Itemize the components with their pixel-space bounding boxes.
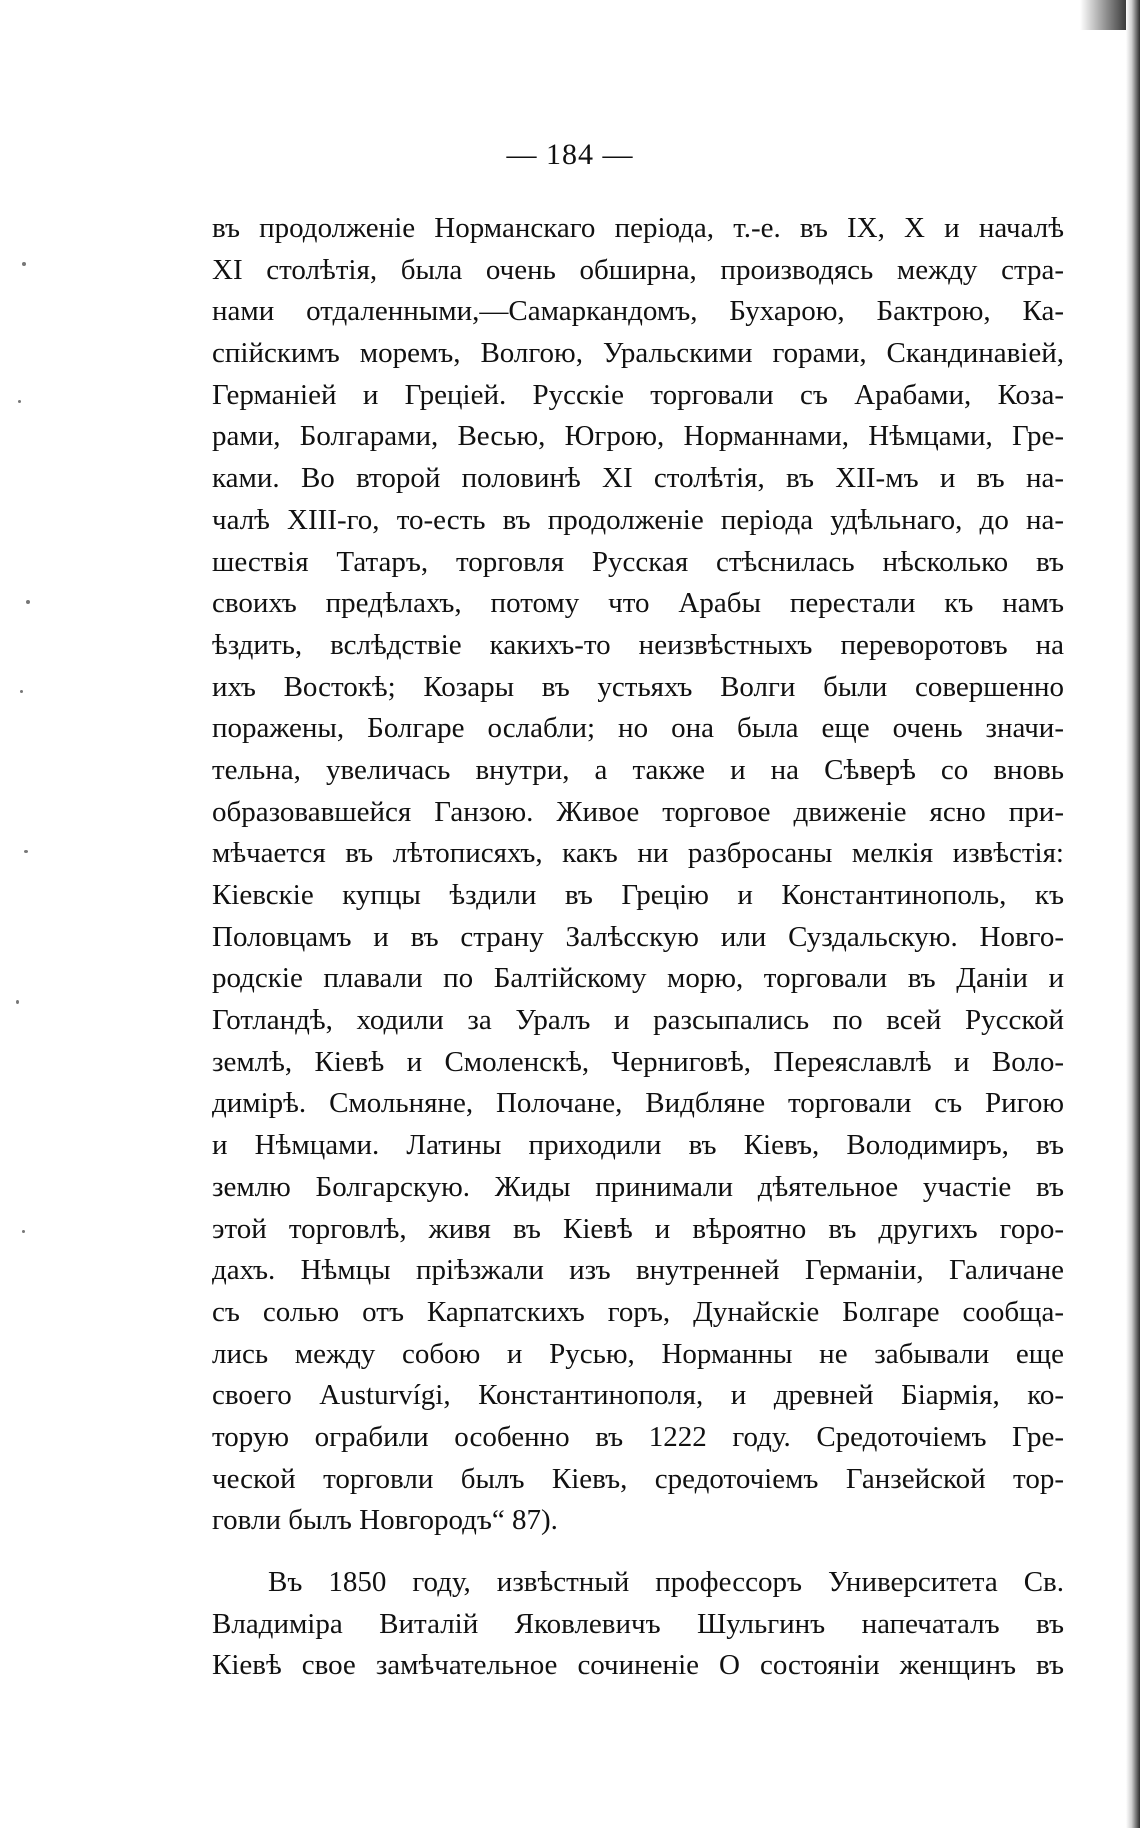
- scan-speck: [18, 400, 21, 403]
- text-line: землѣ, Кіевѣ и Смоленскѣ, Черниговѣ, Переяславлѣ и Воло-: [212, 1045, 1064, 1078]
- text-line: Германіей и Греціей. Русскіе торговали съ Арабами, Коза-: [212, 378, 1064, 411]
- text-line: въ продолженіе Норманскаго періода, т.-е. въ IX, X и началѣ: [212, 212, 1064, 244]
- text-line: ихъ Востокѣ; Козары въ устьяхъ Волги были совершенно: [212, 670, 1064, 703]
- scan-speck: [24, 850, 28, 853]
- scan-speck: [22, 262, 26, 266]
- scan-speck: [22, 1230, 25, 1233]
- text-line: Кіевскіе купцы ѣздили въ Грецію и Константинополь, къ: [212, 879, 1064, 911]
- scan-edge-shadow: [1126, 0, 1140, 1828]
- text-line: ѣздить, вслѣдствіе какихъ-то неизвѣстныхъ переворотовъ на: [212, 628, 1064, 661]
- text-line: ческой торговли былъ Кіевъ, средоточіемъ Ганзейской тор-: [212, 1462, 1064, 1495]
- paragraph-1: [212, 208, 1064, 1542]
- text-line: дахъ. Нѣмцы пріѣзжали изъ внутренней Германіи, Галичане: [212, 1254, 1064, 1287]
- text-line: димірѣ. Смольняне, Полочане, Видбляне торговали съ Ригою: [212, 1087, 1064, 1120]
- text-line: нами отдаленными,—Самаркандомъ, Бухарою, Бактрою, Ка-: [212, 295, 1064, 328]
- text-line: образовавшейся Ганзою. Живое торговое движеніе ясно при-: [212, 795, 1064, 828]
- body-text: [212, 208, 1064, 1687]
- text-line: землю Болгарскую. Жиды принимали дѣятельное участіе въ: [212, 1170, 1064, 1203]
- text-line: XI столѣтія, была очень обширна, производясь между стра-: [212, 253, 1064, 286]
- scan-speck: [26, 600, 30, 604]
- paragraph-gap: [212, 1542, 1064, 1562]
- text-line: мѣчается въ лѣтописяхъ, какъ ни разбросаны мелкія извѣстія:: [212, 837, 1064, 870]
- text-line: Готландѣ, ходили за Уралъ и разсыпались по всей Русской: [212, 1004, 1064, 1037]
- text-line: Владиміра Виталій Яковлевичъ Шульгинъ напечаталъ въ: [212, 1607, 1064, 1640]
- text-line: лись между собою и Русью, Норманны не забывали еще: [212, 1337, 1064, 1370]
- scan-speck: [20, 690, 23, 693]
- text-line: говли былъ Новгородъ“ 87).: [212, 1504, 558, 1537]
- text-line: Половцамъ и въ страну Залѣсскую или Суздальскую. Новго-: [212, 920, 1064, 953]
- text-line: торую ограбили особенно въ 1222 году. Средоточіемъ Гре-: [212, 1420, 1064, 1453]
- text-line: поражены, Болгаре ослабли; но она была еще очень значи-: [212, 712, 1064, 745]
- text-line: своихъ предѣлахъ, потому что Арабы перестали къ намъ: [212, 587, 1064, 620]
- paragraph-2: [212, 1562, 1064, 1687]
- text-line: этой торговлѣ, живя въ Кіевѣ и вѣроятно въ другихъ горо-: [212, 1212, 1064, 1245]
- text-line: рами, Болгарами, Весью, Югрою, Норманнами, Нѣмцами, Гре-: [212, 420, 1064, 453]
- text-line: своего Austurvígi, Константинополя, и древней Біармія, ко-: [212, 1379, 1064, 1412]
- page-number: — 184 —: [506, 138, 634, 171]
- text-line: родскіе плавали по Балтійскому морю, торговали въ Даніи и: [212, 962, 1064, 995]
- text-line: съ солью отъ Карпатскихъ горъ, Дунайскіе Болгаре сообща-: [212, 1295, 1064, 1328]
- text-line: Кіевѣ свое замѣчательное сочиненіе О состояніи женщинъ въ: [212, 1649, 1064, 1682]
- scan-speck: [16, 1000, 19, 1004]
- text-line: ками. Во второй половинѣ XI столѣтія, въ XII-мъ и въ на-: [212, 462, 1064, 495]
- text-line: шествія Татаръ, торговля Русская стѣснилась нѣсколько въ: [212, 545, 1064, 578]
- text-line: тельна, увеличась внутри, а также и на Сѣверѣ со вновь: [212, 753, 1064, 786]
- text-line: чалѣ XIII-го, то-есть въ продолженіе періода удѣльнаго, до на-: [212, 503, 1064, 536]
- text-line: спійскимъ моремъ, Волгою, Уральскими горами, Скандинавіей,: [212, 337, 1064, 370]
- text-line: и Нѣмцами. Латины приходили въ Кіевъ, Володимиръ, въ: [212, 1129, 1064, 1162]
- text-line: Въ 1850 году, извѣстный профессоръ Университета Св.: [268, 1566, 1064, 1598]
